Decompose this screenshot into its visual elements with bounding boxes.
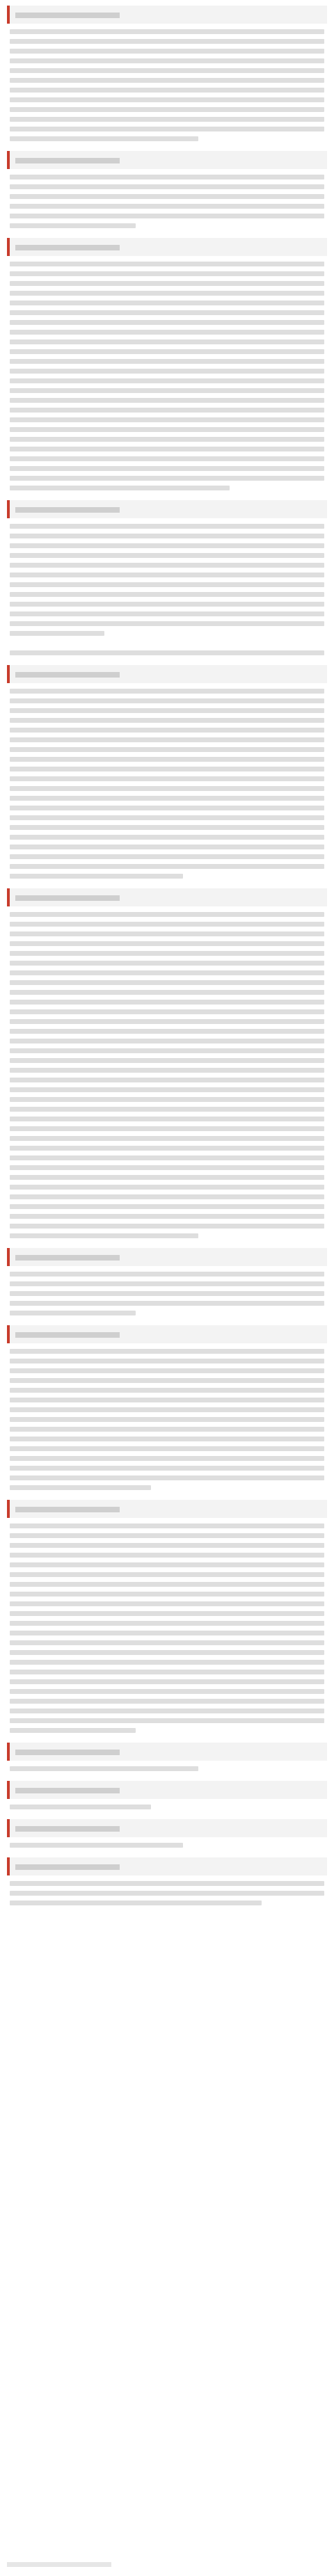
entry-text-line xyxy=(10,1281,324,1286)
entry-text-line xyxy=(10,107,324,112)
entry-text-line xyxy=(10,650,324,655)
entry-text-line xyxy=(10,1805,151,1809)
entry-text-line xyxy=(10,708,324,713)
entry-text-line xyxy=(10,1165,324,1170)
entry-text-line xyxy=(10,689,324,694)
entry-text-line xyxy=(10,1427,324,1432)
entry-text-line xyxy=(10,582,324,587)
entry-body xyxy=(7,1881,327,1905)
book-entry xyxy=(7,6,327,141)
entry-text-line xyxy=(10,1019,324,1024)
entry-header xyxy=(7,1819,327,1837)
entry-text-line xyxy=(10,951,324,956)
entry-text-line xyxy=(10,534,324,538)
entry-text-line xyxy=(10,427,324,432)
entry-text-line xyxy=(10,49,324,54)
entry-text-line xyxy=(10,97,324,102)
entry-text-line xyxy=(10,1136,324,1141)
entry-text-line xyxy=(10,874,183,879)
entry-text-line xyxy=(10,592,324,597)
entry-text-line xyxy=(10,88,324,93)
entry-text-line xyxy=(10,262,324,266)
entry-body xyxy=(7,29,327,141)
entry-text-line xyxy=(10,417,324,422)
entry-text-line xyxy=(10,1631,324,1635)
entry-title xyxy=(10,893,327,902)
entry-text-line xyxy=(10,68,324,73)
entry-text-line xyxy=(10,573,324,577)
entry-text-line xyxy=(10,1204,324,1209)
entry-body xyxy=(7,1766,327,1771)
entry-text-line xyxy=(10,825,324,830)
entry-text-line xyxy=(10,291,324,296)
entry-text-line xyxy=(10,1611,324,1616)
entry-text-line xyxy=(10,1107,324,1112)
entry-text-line xyxy=(10,1009,324,1014)
entry-header xyxy=(7,888,327,906)
book-entry xyxy=(7,151,327,228)
entry-body xyxy=(7,262,327,490)
entries-list xyxy=(7,6,327,1905)
entry-text-line xyxy=(10,1039,324,1043)
entry-text-line xyxy=(10,1087,324,1092)
entry-text-line xyxy=(10,1175,324,1180)
entry-text-line xyxy=(10,767,324,771)
entry-body xyxy=(7,524,327,655)
book-entry xyxy=(7,1248,327,1315)
entry-text-line xyxy=(10,1766,198,1771)
book-entry xyxy=(7,1325,327,1490)
entry-text-line xyxy=(10,757,324,762)
entry-body xyxy=(7,1843,327,1848)
entry-text-line xyxy=(10,931,324,936)
entry-text-line xyxy=(10,1660,324,1665)
entry-text-line xyxy=(10,1437,324,1441)
entry-text-line xyxy=(10,1485,151,1490)
book-entry xyxy=(7,1819,327,1848)
entry-text-line xyxy=(10,563,324,568)
entry-text-line xyxy=(10,698,324,703)
entry-text-line xyxy=(10,1601,324,1606)
book-entry xyxy=(7,665,327,879)
entry-text-line xyxy=(10,1466,324,1471)
entry-text-line xyxy=(10,78,324,83)
entry-text-line xyxy=(10,553,324,558)
entry-text-line xyxy=(10,1446,324,1451)
entry-text-line xyxy=(10,476,324,481)
entry-text-line xyxy=(10,1233,198,1238)
entry-text-line xyxy=(10,922,324,927)
entry-text-line xyxy=(10,1185,324,1190)
entry-text-line xyxy=(10,223,136,228)
entry-text-line xyxy=(10,1378,324,1383)
entry-text-line xyxy=(10,39,324,44)
entry-text-line xyxy=(10,310,324,315)
entry-text-line xyxy=(10,175,324,179)
entry-text-line xyxy=(10,194,324,199)
entry-body xyxy=(7,1272,327,1315)
entry-text-line xyxy=(10,543,324,548)
entry-body xyxy=(7,1349,327,1490)
entry-text-line xyxy=(10,1891,324,1896)
entry-text-line xyxy=(10,127,324,131)
entry-text-line xyxy=(10,1214,324,1219)
entry-text-line xyxy=(10,1881,324,1886)
entry-text-line xyxy=(10,486,230,490)
entry-text-line xyxy=(10,1078,324,1082)
entry-title xyxy=(10,1862,327,1871)
entry-text-line xyxy=(10,1194,324,1199)
book-entry xyxy=(7,888,327,1238)
entry-text-line xyxy=(10,806,324,810)
footer-source-line xyxy=(7,2562,111,2567)
entry-text-line xyxy=(10,1155,324,1160)
entry-text-line xyxy=(10,320,324,325)
entry-text-line xyxy=(10,611,324,616)
entry-text-line xyxy=(10,369,324,374)
entry-title xyxy=(10,1504,327,1514)
entry-header xyxy=(7,1325,327,1343)
entry-text-line xyxy=(10,1291,324,1296)
entry-text-line xyxy=(10,339,324,344)
entry-text-line xyxy=(10,29,324,34)
entry-text-line xyxy=(10,136,198,141)
entry-text-line xyxy=(10,437,324,442)
entry-title xyxy=(10,669,327,679)
entry-text-line xyxy=(10,1301,324,1306)
entry-text-line xyxy=(10,1224,324,1229)
entry-text-line xyxy=(10,398,324,403)
entry-title xyxy=(10,504,327,514)
book-entry xyxy=(7,1743,327,1771)
entry-text-line xyxy=(10,1311,136,1315)
entry-text-line xyxy=(10,1843,183,1848)
entry-text-line xyxy=(10,1709,324,1713)
book-entry xyxy=(7,1781,327,1809)
entry-text-line xyxy=(10,1417,324,1422)
book-entry xyxy=(7,238,327,490)
entry-header xyxy=(7,6,327,24)
entry-title xyxy=(10,1329,327,1339)
entry-text-line xyxy=(10,1621,324,1626)
entry-text-line xyxy=(10,388,324,393)
entry-text-line xyxy=(10,980,324,985)
entry-text-line xyxy=(10,1407,324,1412)
page-footer xyxy=(7,2562,327,2569)
entry-text-line xyxy=(10,456,324,461)
entry-text-line xyxy=(10,281,324,286)
entry-title xyxy=(10,242,327,252)
entry-text-line xyxy=(10,1398,324,1402)
entry-text-line xyxy=(10,1058,324,1063)
entry-title xyxy=(10,1747,327,1757)
entry-header xyxy=(7,1248,327,1266)
entry-text-line xyxy=(10,1543,324,1548)
entry-text-line xyxy=(10,1562,324,1567)
entry-text-line xyxy=(10,1475,324,1480)
entry-text-line xyxy=(10,776,324,781)
entry-text-line xyxy=(10,815,324,820)
entry-text-line xyxy=(10,1572,324,1577)
entry-title xyxy=(10,1785,327,1795)
entry-text-line xyxy=(10,524,324,529)
entry-text-line xyxy=(10,1146,324,1151)
entry-text-line xyxy=(10,1650,324,1655)
entry-text-line xyxy=(10,1582,324,1587)
entry-text-line xyxy=(10,1901,262,1905)
entry-text-line xyxy=(10,737,324,742)
entry-text-line xyxy=(10,1679,324,1684)
entry-text-line xyxy=(10,941,324,946)
entry-text-line xyxy=(10,271,324,276)
entry-header xyxy=(7,151,327,169)
entry-text-line xyxy=(10,796,324,801)
entry-text-line xyxy=(10,301,324,305)
entry-text-line xyxy=(10,1553,324,1558)
entry-text-line xyxy=(10,1097,324,1102)
book-entry xyxy=(7,1857,327,1905)
entry-text-line xyxy=(10,1368,324,1373)
entry-text-line xyxy=(10,1640,324,1645)
entry-text-line xyxy=(10,747,324,752)
entry-header xyxy=(7,238,327,256)
entry-text-line xyxy=(10,1699,324,1704)
entry-text-line xyxy=(10,447,324,451)
entry-text-line xyxy=(10,1272,324,1277)
entry-header xyxy=(7,1857,327,1875)
entry-text-line xyxy=(10,330,324,335)
entry-header xyxy=(7,1500,327,1518)
entry-text-line xyxy=(10,718,324,723)
entry-body xyxy=(7,1523,327,1733)
entry-text-line xyxy=(10,184,324,189)
entry-text-line xyxy=(10,378,324,383)
entry-text-line xyxy=(10,1349,324,1354)
book-entry xyxy=(7,500,327,655)
entry-body xyxy=(7,1805,327,1809)
entry-text-line xyxy=(10,621,324,626)
entry-text-line xyxy=(10,214,324,218)
entry-text-line xyxy=(10,1592,324,1597)
entry-text-line xyxy=(10,1048,324,1053)
entry-text-line xyxy=(10,728,324,733)
entry-text-line xyxy=(10,1670,324,1674)
entry-text-line xyxy=(10,1029,324,1034)
entry-text-line xyxy=(10,602,324,607)
entry-text-line xyxy=(10,1689,324,1694)
entry-text-line xyxy=(10,854,324,859)
entry-text-line xyxy=(10,864,324,869)
entry-text-line xyxy=(10,58,324,63)
entry-text-line xyxy=(10,912,324,917)
entry-header xyxy=(7,1743,327,1761)
entry-text-line xyxy=(10,961,324,966)
entry-text-line xyxy=(10,1456,324,1461)
entry-text-line xyxy=(10,1728,136,1733)
entry-text-line xyxy=(10,1388,324,1393)
entry-text-line xyxy=(10,845,324,849)
entry-header xyxy=(7,1781,327,1799)
entry-text-line xyxy=(10,835,324,840)
entry-text-line xyxy=(10,408,324,413)
book-entry xyxy=(7,1500,327,1733)
entry-title xyxy=(10,1823,327,1833)
entry-header xyxy=(7,500,327,518)
entry-text-line xyxy=(10,204,324,209)
entry-text-line xyxy=(10,1718,324,1723)
entry-text-line xyxy=(10,1533,324,1538)
entry-body xyxy=(7,175,327,228)
entry-text-line xyxy=(10,1126,324,1131)
entry-text-line xyxy=(10,1359,324,1363)
entry-text-line xyxy=(10,466,324,471)
entry-text-line xyxy=(10,970,324,975)
entry-body xyxy=(7,689,327,879)
entry-text-line xyxy=(10,631,104,636)
entry-text-line xyxy=(10,1523,324,1528)
entry-text-line xyxy=(10,786,324,791)
entry-title xyxy=(10,155,327,165)
entry-text-line xyxy=(10,117,324,122)
entry-text-line xyxy=(10,349,324,354)
entry-text-line xyxy=(10,1000,324,1005)
entry-title xyxy=(10,1252,327,1262)
entry-title xyxy=(10,10,327,19)
entry-header xyxy=(7,665,327,683)
entry-text-line xyxy=(10,359,324,364)
entry-text-line xyxy=(10,1068,324,1073)
entry-body xyxy=(7,912,327,1238)
entry-text-line xyxy=(10,990,324,995)
entry-text-line xyxy=(10,1117,324,1121)
